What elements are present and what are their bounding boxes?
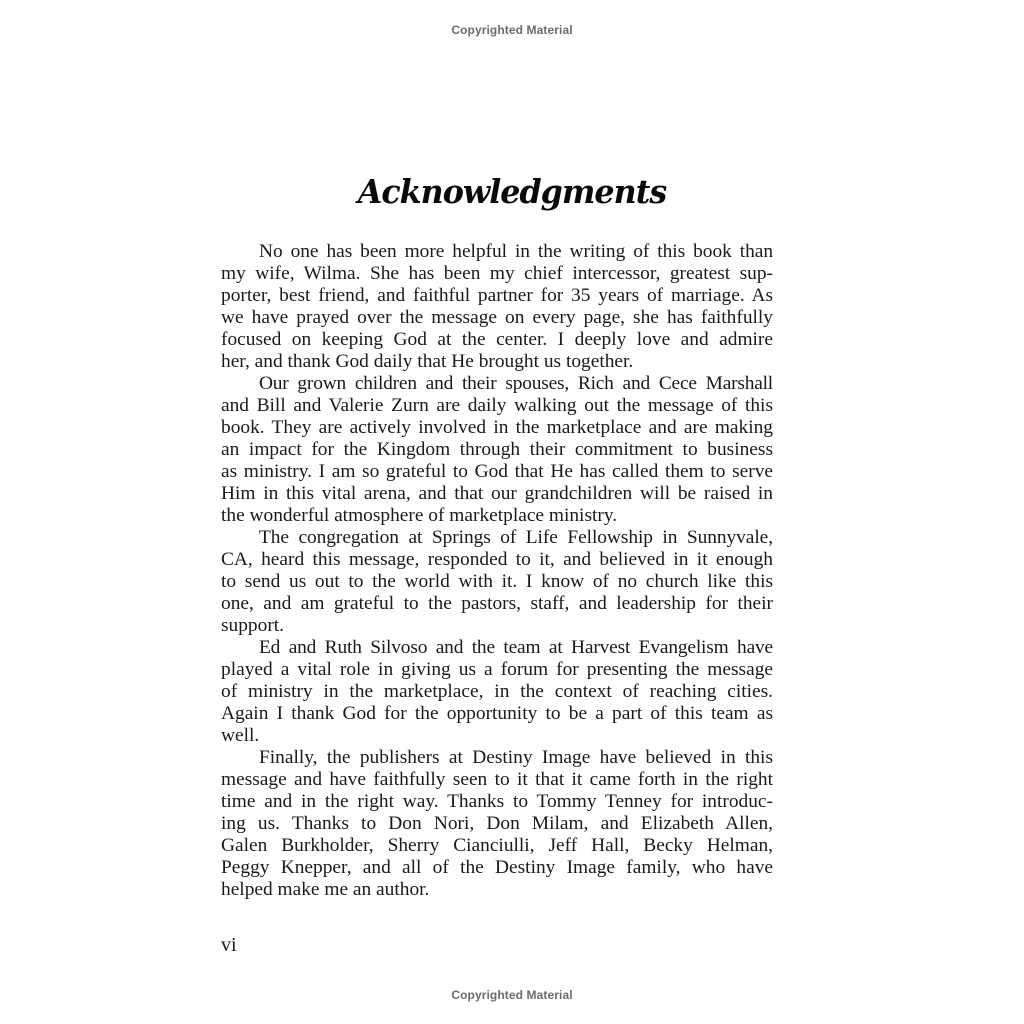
text-line: Ed and Ruth Silvoso and the team at Harvest Evangelism have: [259, 637, 773, 658]
text-line: time and in the right way. Thanks to Tommy Tenney for introduc-: [221, 791, 773, 812]
text-line: helped make me an author.: [221, 879, 430, 900]
text-line: and Bill and Valerie Zurn are daily walking out the message of this: [221, 395, 773, 416]
text-line: porter, best friend, and faithful partner for 35 years of marriage. As: [221, 285, 773, 306]
text-line: the wonderful atmosphere of marketplace ministry.: [221, 505, 618, 526]
page-number: vi: [221, 934, 237, 956]
text-line: message and have faithfully seen to it that it came forth in the right: [221, 769, 773, 790]
text-line: my wife, Wilma. She has been my chief intercessor, greatest sup-: [221, 263, 773, 284]
text-line: her, and thank God daily that He brought us together.: [221, 351, 634, 372]
text-line: Finally, the publishers at Destiny Image have believed in this: [259, 747, 773, 768]
text-line: well.: [221, 725, 260, 746]
paragraph: [221, 241, 773, 373]
text-line: of ministry in the marketplace, in the context of reaching cities.: [221, 681, 773, 702]
paragraph: [221, 373, 773, 527]
text-line: we have prayed over the message on every page, she has faithfully: [221, 307, 773, 328]
text-line: ing us. Thanks to Don Nori, Don Milam, and Elizabeth Allen,: [221, 813, 773, 834]
text-line: Peggy Knepper, and all of the Destiny Image family, who have: [221, 857, 773, 878]
text-line: as ministry. I am so grateful to God that He has called them to serve: [221, 461, 773, 482]
text-line: to send us out to the world with it. I know of no church like this: [221, 571, 773, 592]
text-line: The congregation at Springs of Life Fellowship in Sunnyvale,: [259, 527, 773, 548]
text-line: an impact for the Kingdom through their commitment to business: [221, 439, 773, 460]
text-line: one, and am grateful to the pastors, staff, and leadership for their: [221, 593, 773, 614]
text-line: support.: [221, 615, 285, 636]
text-line: book. They are actively involved in the marketplace and are making: [221, 417, 773, 438]
text-line: Galen Burkholder, Sherry Cianciulli, Jeff Hall, Becky Helman,: [221, 835, 773, 856]
text-line: focused on keeping God at the center. I deeply love and admire: [221, 329, 773, 350]
page-title: Acknowledgments: [357, 172, 667, 211]
text-line: CA, heard this message, responded to it, and believed in it enough: [221, 549, 773, 570]
paragraph: [221, 747, 773, 901]
paragraph: [221, 527, 773, 637]
text-line: Our grown children and their spouses, Rich and Cece Marshall: [259, 373, 773, 394]
acknowledgments-body: [221, 241, 773, 901]
text-line: Him in this vital arena, and that our grandchildren will be raised in: [221, 483, 773, 504]
paragraph: [221, 637, 773, 747]
text-line: No one has been more helpful in the writing of this book than: [259, 241, 773, 262]
text-line: Again I thank God for the opportunity to be a part of this team as: [221, 703, 773, 724]
text-line: played a vital role in giving us a forum for presenting the message: [221, 659, 773, 680]
copyright-header: Copyrighted Material: [451, 23, 573, 37]
copyright-footer: Copyrighted Material: [451, 988, 573, 1002]
